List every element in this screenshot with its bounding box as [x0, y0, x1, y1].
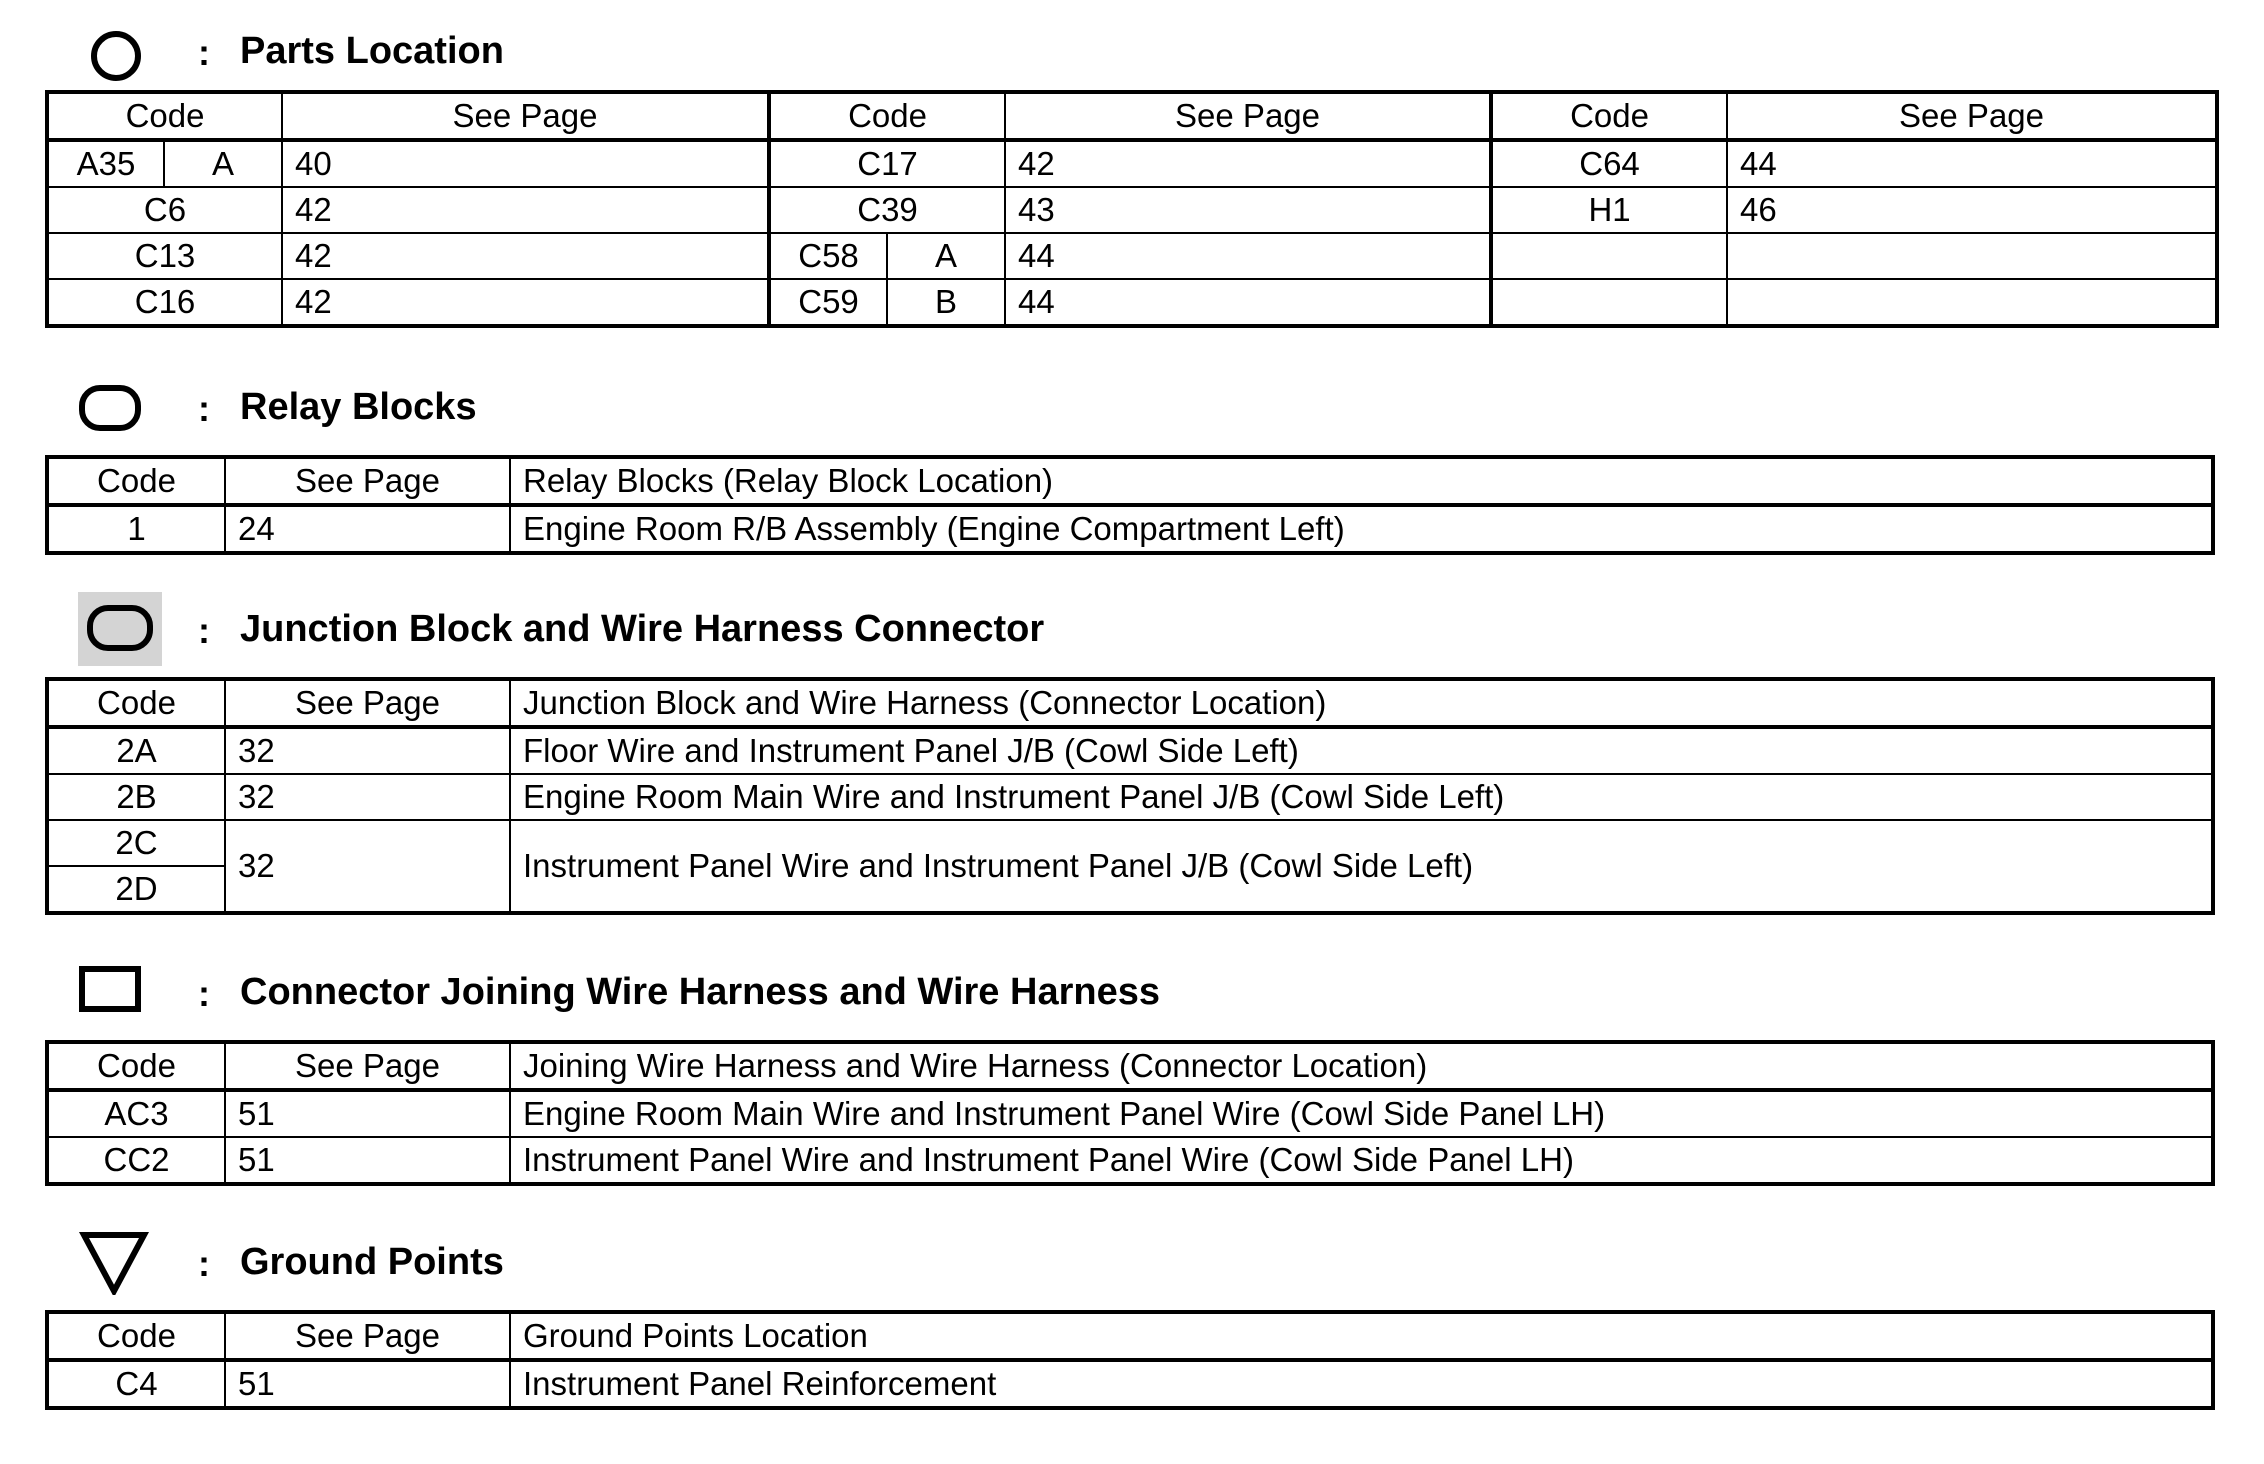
code-sub-cell: A [887, 233, 1005, 279]
page-cell: 44 [1005, 279, 1491, 326]
table-row [47, 140, 2217, 187]
parts-location-table [45, 90, 2219, 328]
table-row [47, 1090, 2213, 1137]
rectangle-icon [78, 965, 144, 1017]
code-cell: C17 [769, 140, 1005, 187]
table-row [47, 233, 2217, 279]
page-cell: 42 [282, 187, 769, 233]
code-cell: C16 [47, 279, 282, 326]
header-see-page: See Page [225, 1312, 510, 1360]
header-see-page: See Page [225, 679, 510, 727]
code-cell: 2D [47, 866, 225, 913]
description-cell: Engine Room Main Wire and Instrument Panel Wire (Cowl Side Panel LH) [510, 1090, 2213, 1137]
code-cell: C58 [769, 233, 887, 279]
junction-block-table [45, 677, 2215, 915]
header-see-page: See Page [225, 457, 510, 505]
code-cell: 2C [47, 820, 225, 866]
table-row [47, 187, 2217, 233]
table-row [47, 279, 2217, 326]
code-cell: C64 [1491, 140, 1727, 187]
triangle-down-icon [78, 1229, 150, 1295]
page-cell: 44 [1005, 233, 1491, 279]
section-title-connector-joining: Connector Joining Wire Harness and Wire Harness [240, 971, 1160, 1013]
description-cell: Engine Room R/B Assembly (Engine Compartment Left) [510, 505, 2213, 553]
code-cell: AC3 [47, 1090, 225, 1137]
rounded-rect-icon [78, 384, 144, 434]
section-title-ground-points: Ground Points [240, 1241, 504, 1283]
colon: : [198, 973, 210, 1014]
ground-points-header [0, 1225, 2264, 1305]
table-header-row [47, 1042, 2213, 1090]
shaded-rounded-rect-icon [78, 592, 162, 666]
relay-blocks-header [0, 370, 2264, 450]
code-sub-cell: A [164, 140, 282, 187]
page-cell: 42 [282, 279, 769, 326]
table-row [47, 727, 2213, 774]
page-cell: 44 [1727, 140, 2217, 187]
header-see-page: See Page [225, 1042, 510, 1090]
colon: : [198, 32, 210, 73]
page-cell: 46 [1727, 187, 2217, 233]
table-row [47, 505, 2213, 553]
description-cell: Floor Wire and Instrument Panel J/B (Cowl Side Left) [510, 727, 2213, 774]
description-cell: Instrument Panel Wire and Instrument Panel Wire (Cowl Side Panel LH) [510, 1137, 2213, 1184]
code-sub-cell: B [887, 279, 1005, 326]
page-cell: 43 [1005, 187, 1491, 233]
table-row [47, 774, 2213, 820]
header-see-page: See Page [282, 92, 769, 140]
page-cell: 32 [225, 820, 510, 913]
section-title-relay-blocks: Relay Blocks [240, 386, 477, 428]
page-cell: 42 [1005, 140, 1491, 187]
empty-cell [1727, 233, 2217, 279]
colon: : [198, 1243, 210, 1284]
header-description: Ground Points Location [510, 1312, 2213, 1360]
code-cell: CC2 [47, 1137, 225, 1184]
colon: : [198, 388, 210, 429]
header-code: Code [47, 457, 225, 505]
ground-points-table [45, 1310, 2215, 1410]
table-header-row [47, 679, 2213, 727]
description-cell: Engine Room Main Wire and Instrument Panel J/B (Cowl Side Left) [510, 774, 2213, 820]
page-cell: 32 [225, 727, 510, 774]
parts-location-header [0, 14, 2264, 94]
page-cell: 51 [225, 1137, 510, 1184]
circle-icon [88, 28, 144, 84]
page-cell: 40 [282, 140, 769, 187]
empty-cell [1727, 279, 2217, 326]
table-row [47, 1360, 2213, 1408]
header-see-page: See Page [1727, 92, 2217, 140]
connector-joining-header [0, 955, 2264, 1035]
colon: : [198, 610, 210, 651]
header-code: Code [47, 679, 225, 727]
header-code: Code [47, 92, 282, 140]
header-description: Junction Block and Wire Harness (Connector Location) [510, 679, 2213, 727]
table-header-row [47, 92, 2217, 140]
code-cell: 2B [47, 774, 225, 820]
page-cell: 51 [225, 1360, 510, 1408]
table-row [47, 820, 2213, 866]
empty-cell [1491, 233, 1727, 279]
header-code: Code [47, 1042, 225, 1090]
connector-joining-table [45, 1040, 2215, 1186]
junction-block-header [0, 592, 2264, 672]
relay-blocks-table [45, 455, 2215, 555]
code-cell: C4 [47, 1360, 225, 1408]
section-title-parts-location: Parts Location [240, 30, 504, 72]
description-cell: Instrument Panel Reinforcement [510, 1360, 2213, 1408]
code-cell: C39 [769, 187, 1005, 233]
code-cell: H1 [1491, 187, 1727, 233]
page-cell: 32 [225, 774, 510, 820]
header-code: Code [47, 1312, 225, 1360]
code-cell: C13 [47, 233, 282, 279]
page-cell: 24 [225, 505, 510, 553]
header-code: Code [1491, 92, 1727, 140]
table-header-row [47, 1312, 2213, 1360]
section-title-junction-block: Junction Block and Wire Harness Connector [240, 608, 1045, 650]
header-description: Relay Blocks (Relay Block Location) [510, 457, 2213, 505]
header-description: Joining Wire Harness and Wire Harness (Connector Location) [510, 1042, 2213, 1090]
table-header-row [47, 457, 2213, 505]
page-cell: 42 [282, 233, 769, 279]
code-cell: 2A [47, 727, 225, 774]
header-see-page: See Page [1005, 92, 1491, 140]
empty-cell [1491, 279, 1727, 326]
page-cell: 51 [225, 1090, 510, 1137]
code-cell: 1 [47, 505, 225, 553]
description-cell: Instrument Panel Wire and Instrument Panel J/B (Cowl Side Left) [510, 820, 2213, 913]
code-cell: C6 [47, 187, 282, 233]
code-cell: A35 [47, 140, 164, 187]
header-code: Code [769, 92, 1005, 140]
code-cell: C59 [769, 279, 887, 326]
table-row [47, 1137, 2213, 1184]
